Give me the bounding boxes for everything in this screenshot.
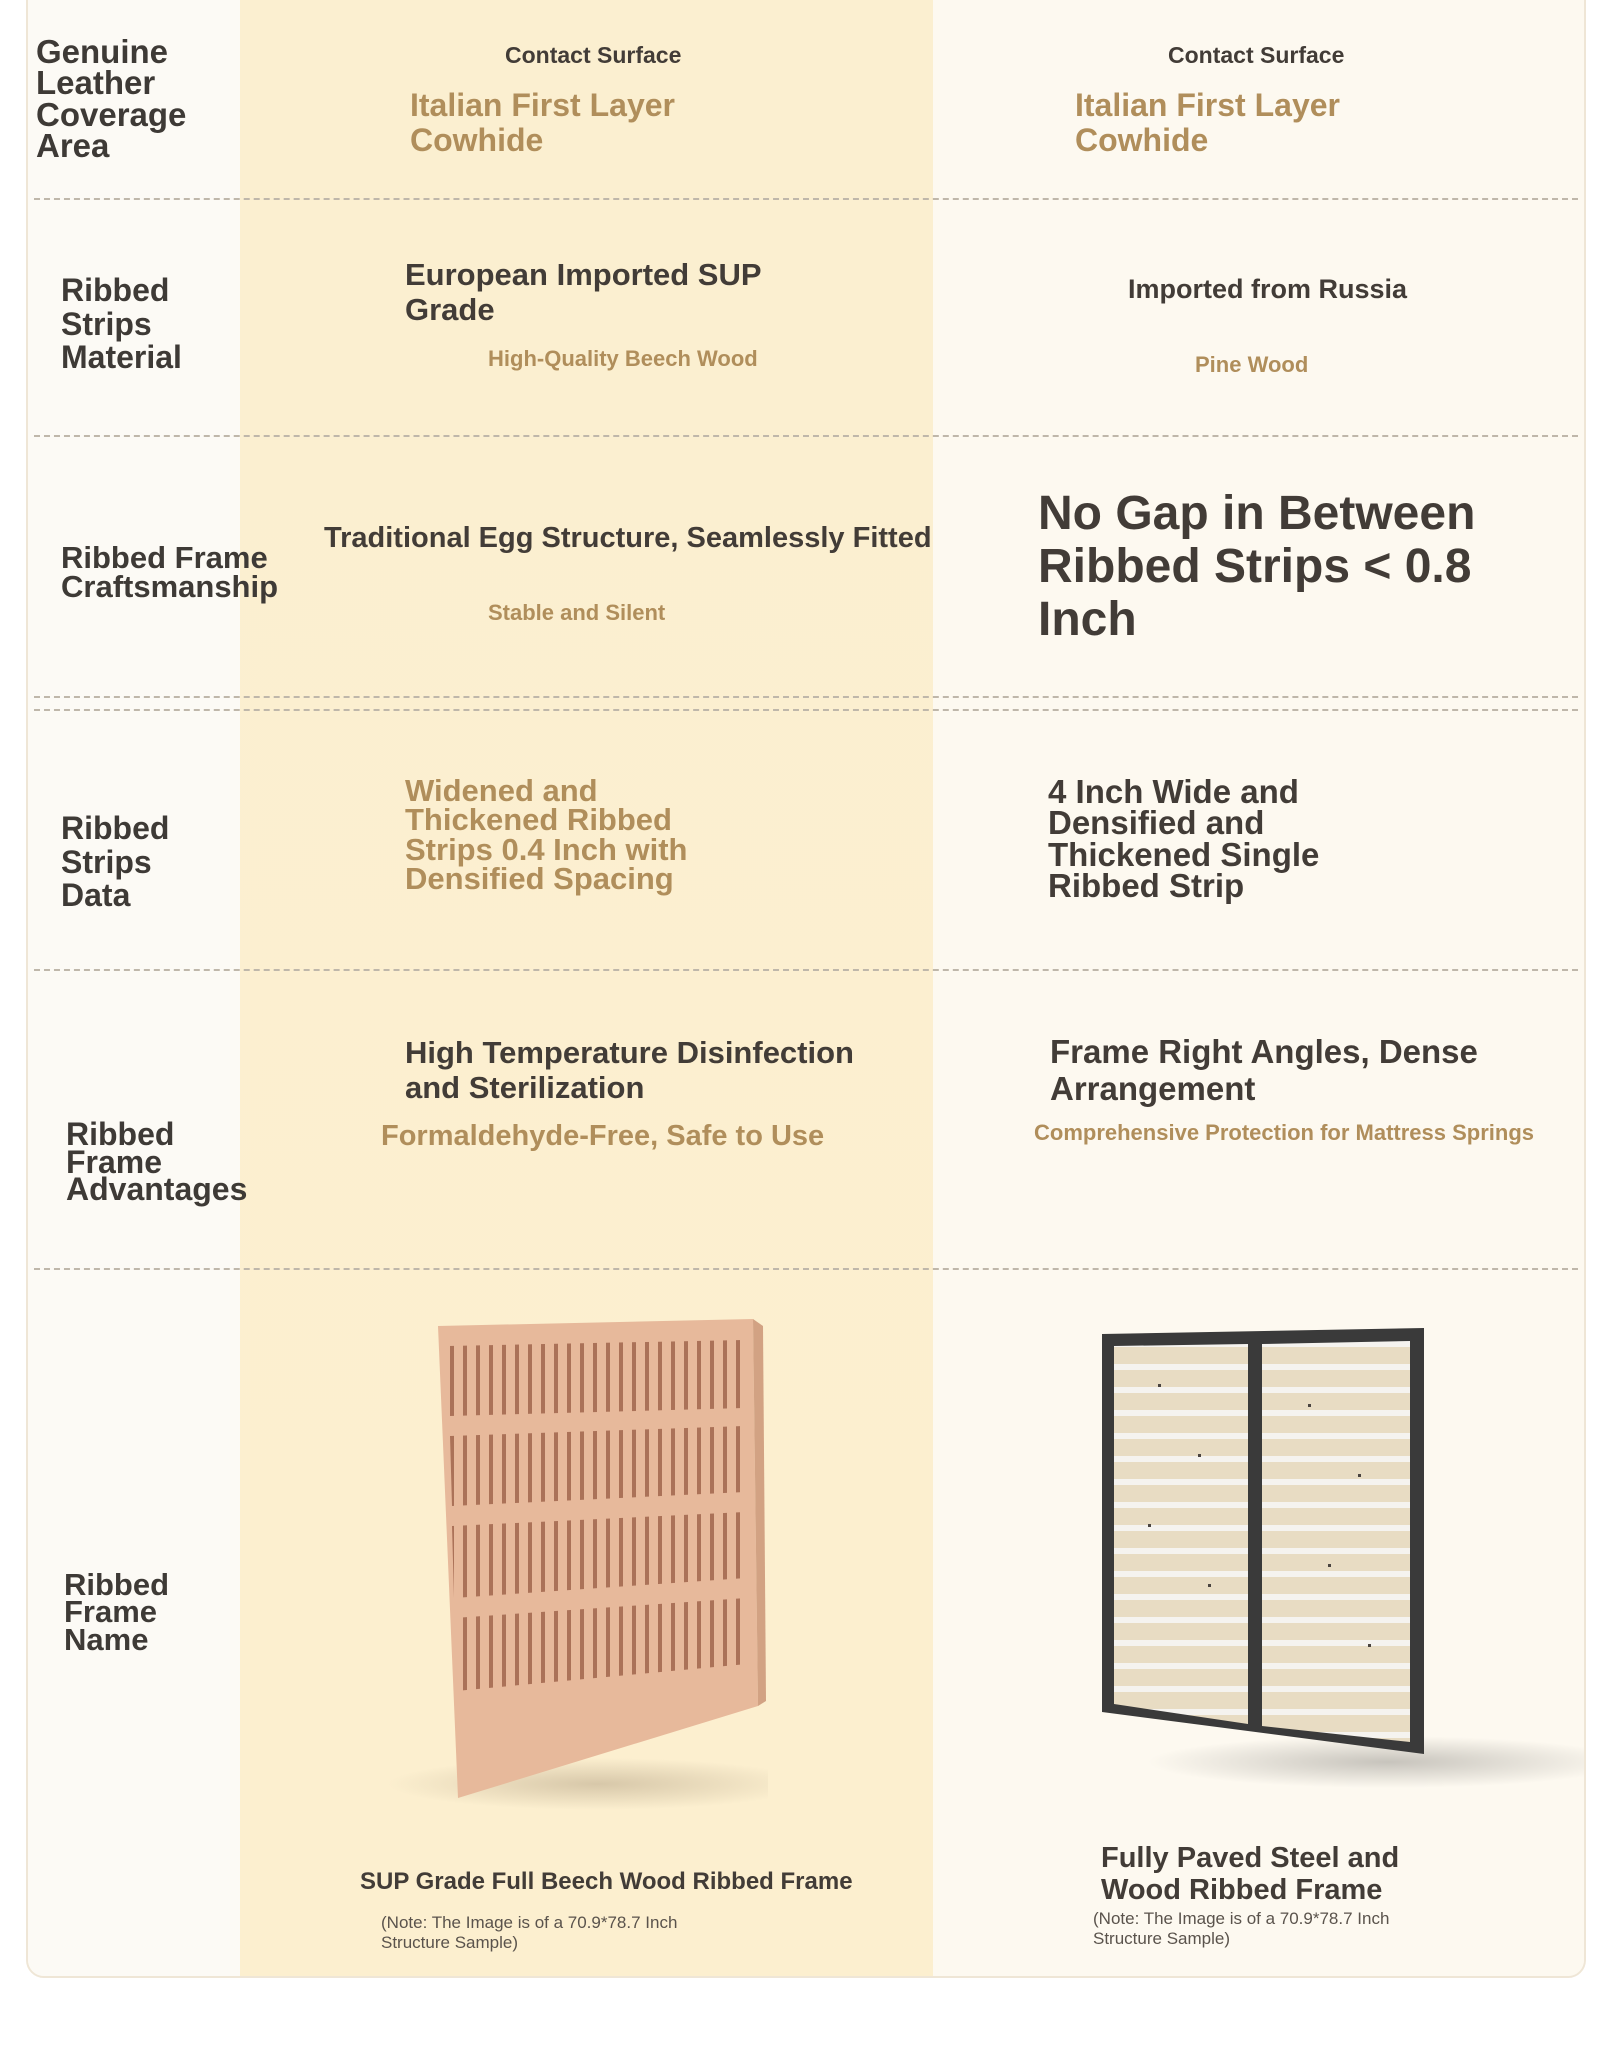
- advantages-title: High Temperature Disinfection and Sterilization: [405, 1035, 854, 1105]
- row-divider: [34, 435, 1578, 437]
- steel-frame-name: Fully Paved Steel and Wood Ribbed Frame: [1101, 1842, 1400, 1907]
- row-header-leather: Genuine Leather Coverage Area: [36, 33, 187, 165]
- material-title: Imported from Russia: [1128, 274, 1408, 304]
- advantages-title: Frame Right Angles, Dense Arrangement: [1050, 1033, 1478, 1107]
- material-title: European Imported SUP Grade: [405, 257, 762, 327]
- craft-title: Traditional Egg Structure, Seamlessly Fitted: [324, 522, 932, 554]
- advantages-sub: Comprehensive Protection for Mattress Springs: [1034, 1120, 1534, 1145]
- beech-frame-name: SUP Grade Full Beech Wood Ribbed Frame: [360, 1868, 853, 1895]
- row-header-advantages: Ribbed Frame Advantages: [66, 1116, 248, 1208]
- material-sub: High-Quality Beech Wood: [488, 346, 758, 371]
- row-header-craftsmanship: Ribbed Frame Craftsmanship: [61, 540, 279, 605]
- row-divider: [34, 198, 1578, 200]
- leather-value: Italian First Layer Cowhide: [1075, 87, 1340, 159]
- row-divider: [34, 1268, 1578, 1270]
- steel-wood-ribbed-frame-image: [1088, 1324, 1586, 1794]
- beech-wood-ribbed-frame-image: [368, 1316, 768, 1816]
- craft-title: No Gap in Between Ribbed Strips < 0.8 Inch: [1038, 487, 1476, 646]
- leather-value: Italian First Layer Cowhide: [410, 87, 675, 159]
- strip-data-value: Widened and Thickened Ribbed Strips 0.4 Inch with Densified Spacing: [405, 773, 688, 897]
- row-header-material: Ribbed Strips Material: [61, 272, 182, 376]
- craft-sub: Stable and Silent: [488, 600, 666, 625]
- contact-surface-label: Contact Surface: [505, 42, 682, 68]
- steel-frame-note: (Note: The Image is of a 70.9*78.7 Inch Structure Sample): [1093, 1909, 1390, 1948]
- row-header-strip-data: Ribbed Strips Data: [61, 810, 170, 914]
- row-divider: [34, 696, 1578, 698]
- advantages-sub: Formaldehyde-Free, Safe to Use: [381, 1120, 825, 1152]
- comparison-table: [26, 0, 1586, 1978]
- row-divider: [34, 709, 1578, 711]
- strip-data-value: 4 Inch Wide and Densified and Thickened Single Ribbed Strip: [1048, 773, 1320, 905]
- row-divider: [34, 969, 1578, 971]
- beech-frame-note: (Note: The Image is of a 70.9*78.7 Inch Structure Sample): [381, 1913, 678, 1952]
- material-sub: Pine Wood: [1195, 352, 1309, 377]
- contact-surface-label: Contact Surface: [1168, 42, 1345, 68]
- row-header-frame-name: Ribbed Frame Name: [64, 1567, 170, 1657]
